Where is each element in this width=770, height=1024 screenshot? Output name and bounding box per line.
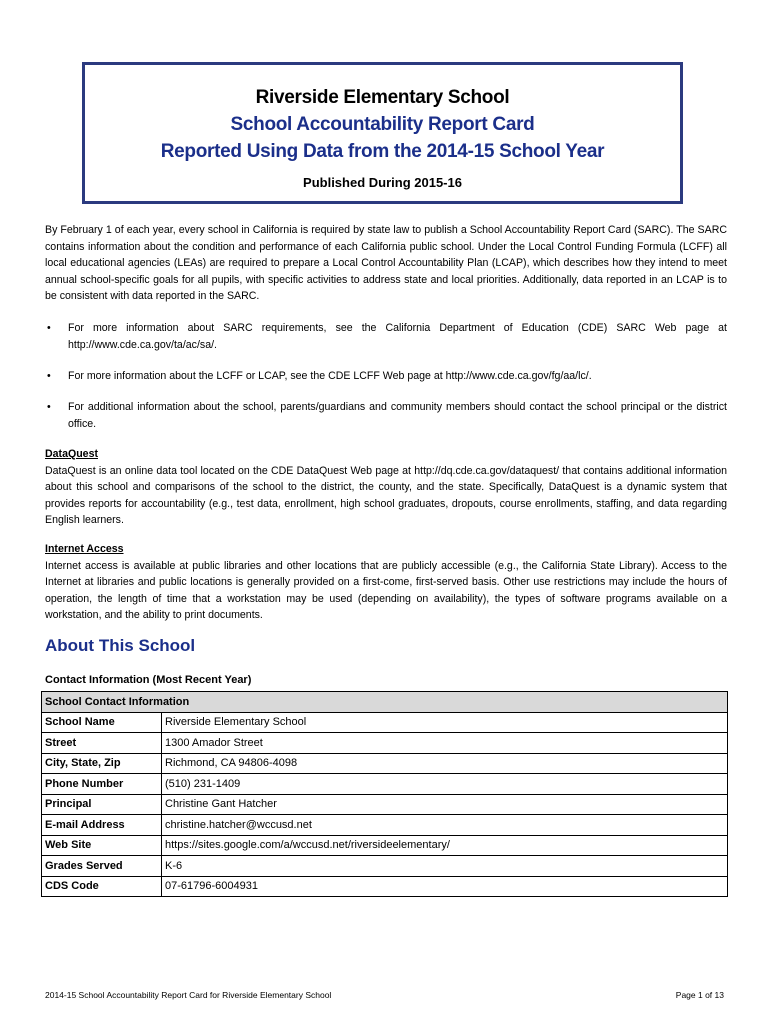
intro-paragraph: By February 1 of each year, every school in California is required by state law to publish a School Accountability Report Card (SARC). The SARC contains information about the condition and performance of each California public school. Under the Local Control Funding Formula (LCFF) all local educational agencies (LEAs) are required to prepare a Local Control Accountability Plan (LCAP), which describes how they intend to meet annual school-specific goals for all pupils, with specific activities to address state and local priorities. Additionally, data reported in an LCAP is to be consistent with data reported in the SARC. xyxy=(45,224,727,302)
reported-using-title: Reported Using Data from the 2014-15 School Year xyxy=(160,141,605,162)
about-heading: About This School xyxy=(45,636,196,655)
table-header: School Contact Information xyxy=(42,692,728,713)
school-name-title: Riverside Elementary School xyxy=(255,87,510,108)
bullet-item: • For more information about the LCFF or LCAP, see the CDE LCFF Web page at http://www.cde.ca.gov/fg/aa/lc/. xyxy=(45,368,727,385)
dataquest-body: DataQuest is an online data tool located on the CDE DataQuest Web page at http://dq.cde.ca.gov/dataquest/ that contains additional information about this school and comparisons of the school to the district, the county, and the state. Specifically, DataQuest is a dynamic system that provides reports for accountability (e.g., test data, enrollment, high school graduates, dropouts, course enrollments, staffing, and data regarding English learners. xyxy=(45,464,727,526)
title-box xyxy=(82,62,683,204)
published-subtitle: Published During 2015-16 xyxy=(303,175,462,190)
table-row: Phone Number (510) 231-1409 xyxy=(42,774,728,795)
contact-table xyxy=(41,691,728,897)
table-row: City, State, Zip Richmond, CA 94806-4098 xyxy=(42,753,728,774)
table-row: Street 1300 Amador Street xyxy=(42,733,728,754)
table-row: School Name Riverside Elementary School xyxy=(42,712,728,733)
internet-heading: Internet Access xyxy=(45,543,124,555)
footer-left: 2014-15 School Accountability Report Card for Riverside Elementary School xyxy=(45,990,332,1000)
report-title: School Accountability Report Card xyxy=(230,114,535,135)
table-row: CDS Code 07-61796-6004931 xyxy=(42,876,728,897)
bullet-icon: • xyxy=(47,401,51,413)
bullet-icon: • xyxy=(47,370,51,382)
table-row: Principal Christine Gant Hatcher xyxy=(42,794,728,815)
table-row: Grades Served K-6 xyxy=(42,856,728,877)
dataquest-section xyxy=(45,446,727,529)
internet-section xyxy=(45,541,727,624)
contact-info-label: Contact Information (Most Recent Year) xyxy=(45,674,252,686)
internet-body: Internet access is available at public libraries and other locations that are publicly accessible (e.g., the California State Library). Access to the Internet at libraries and public locations is generally provided on a first-come, first-served basis. Other use restrictions may include the hours of operation, the length of time that a workstation may be used (depending on availability), the types of software programs available on a workstation, and the ability to print documents. xyxy=(45,559,727,621)
dataquest-heading: DataQuest xyxy=(45,448,98,460)
bullet-icon: • xyxy=(47,322,51,334)
table-header-row xyxy=(42,692,728,713)
bullet-item: • For more information about SARC requirements, see the California Department of Education (CDE) SARC Web page at http://www.cde.ca.gov/ta/ac/sa/. xyxy=(47,322,727,351)
table-row: E-mail Address christine.hatcher@wccusd.net xyxy=(42,815,728,836)
footer-page-number: Page 1 of 13 xyxy=(675,990,724,1000)
table-row: Web Site https://sites.google.com/a/wccusd.net/riversideelementary/ xyxy=(42,835,728,856)
bullet-item: • For additional information about the school, parents/guardians and community members should contact the school principal or the district office. xyxy=(47,401,727,430)
